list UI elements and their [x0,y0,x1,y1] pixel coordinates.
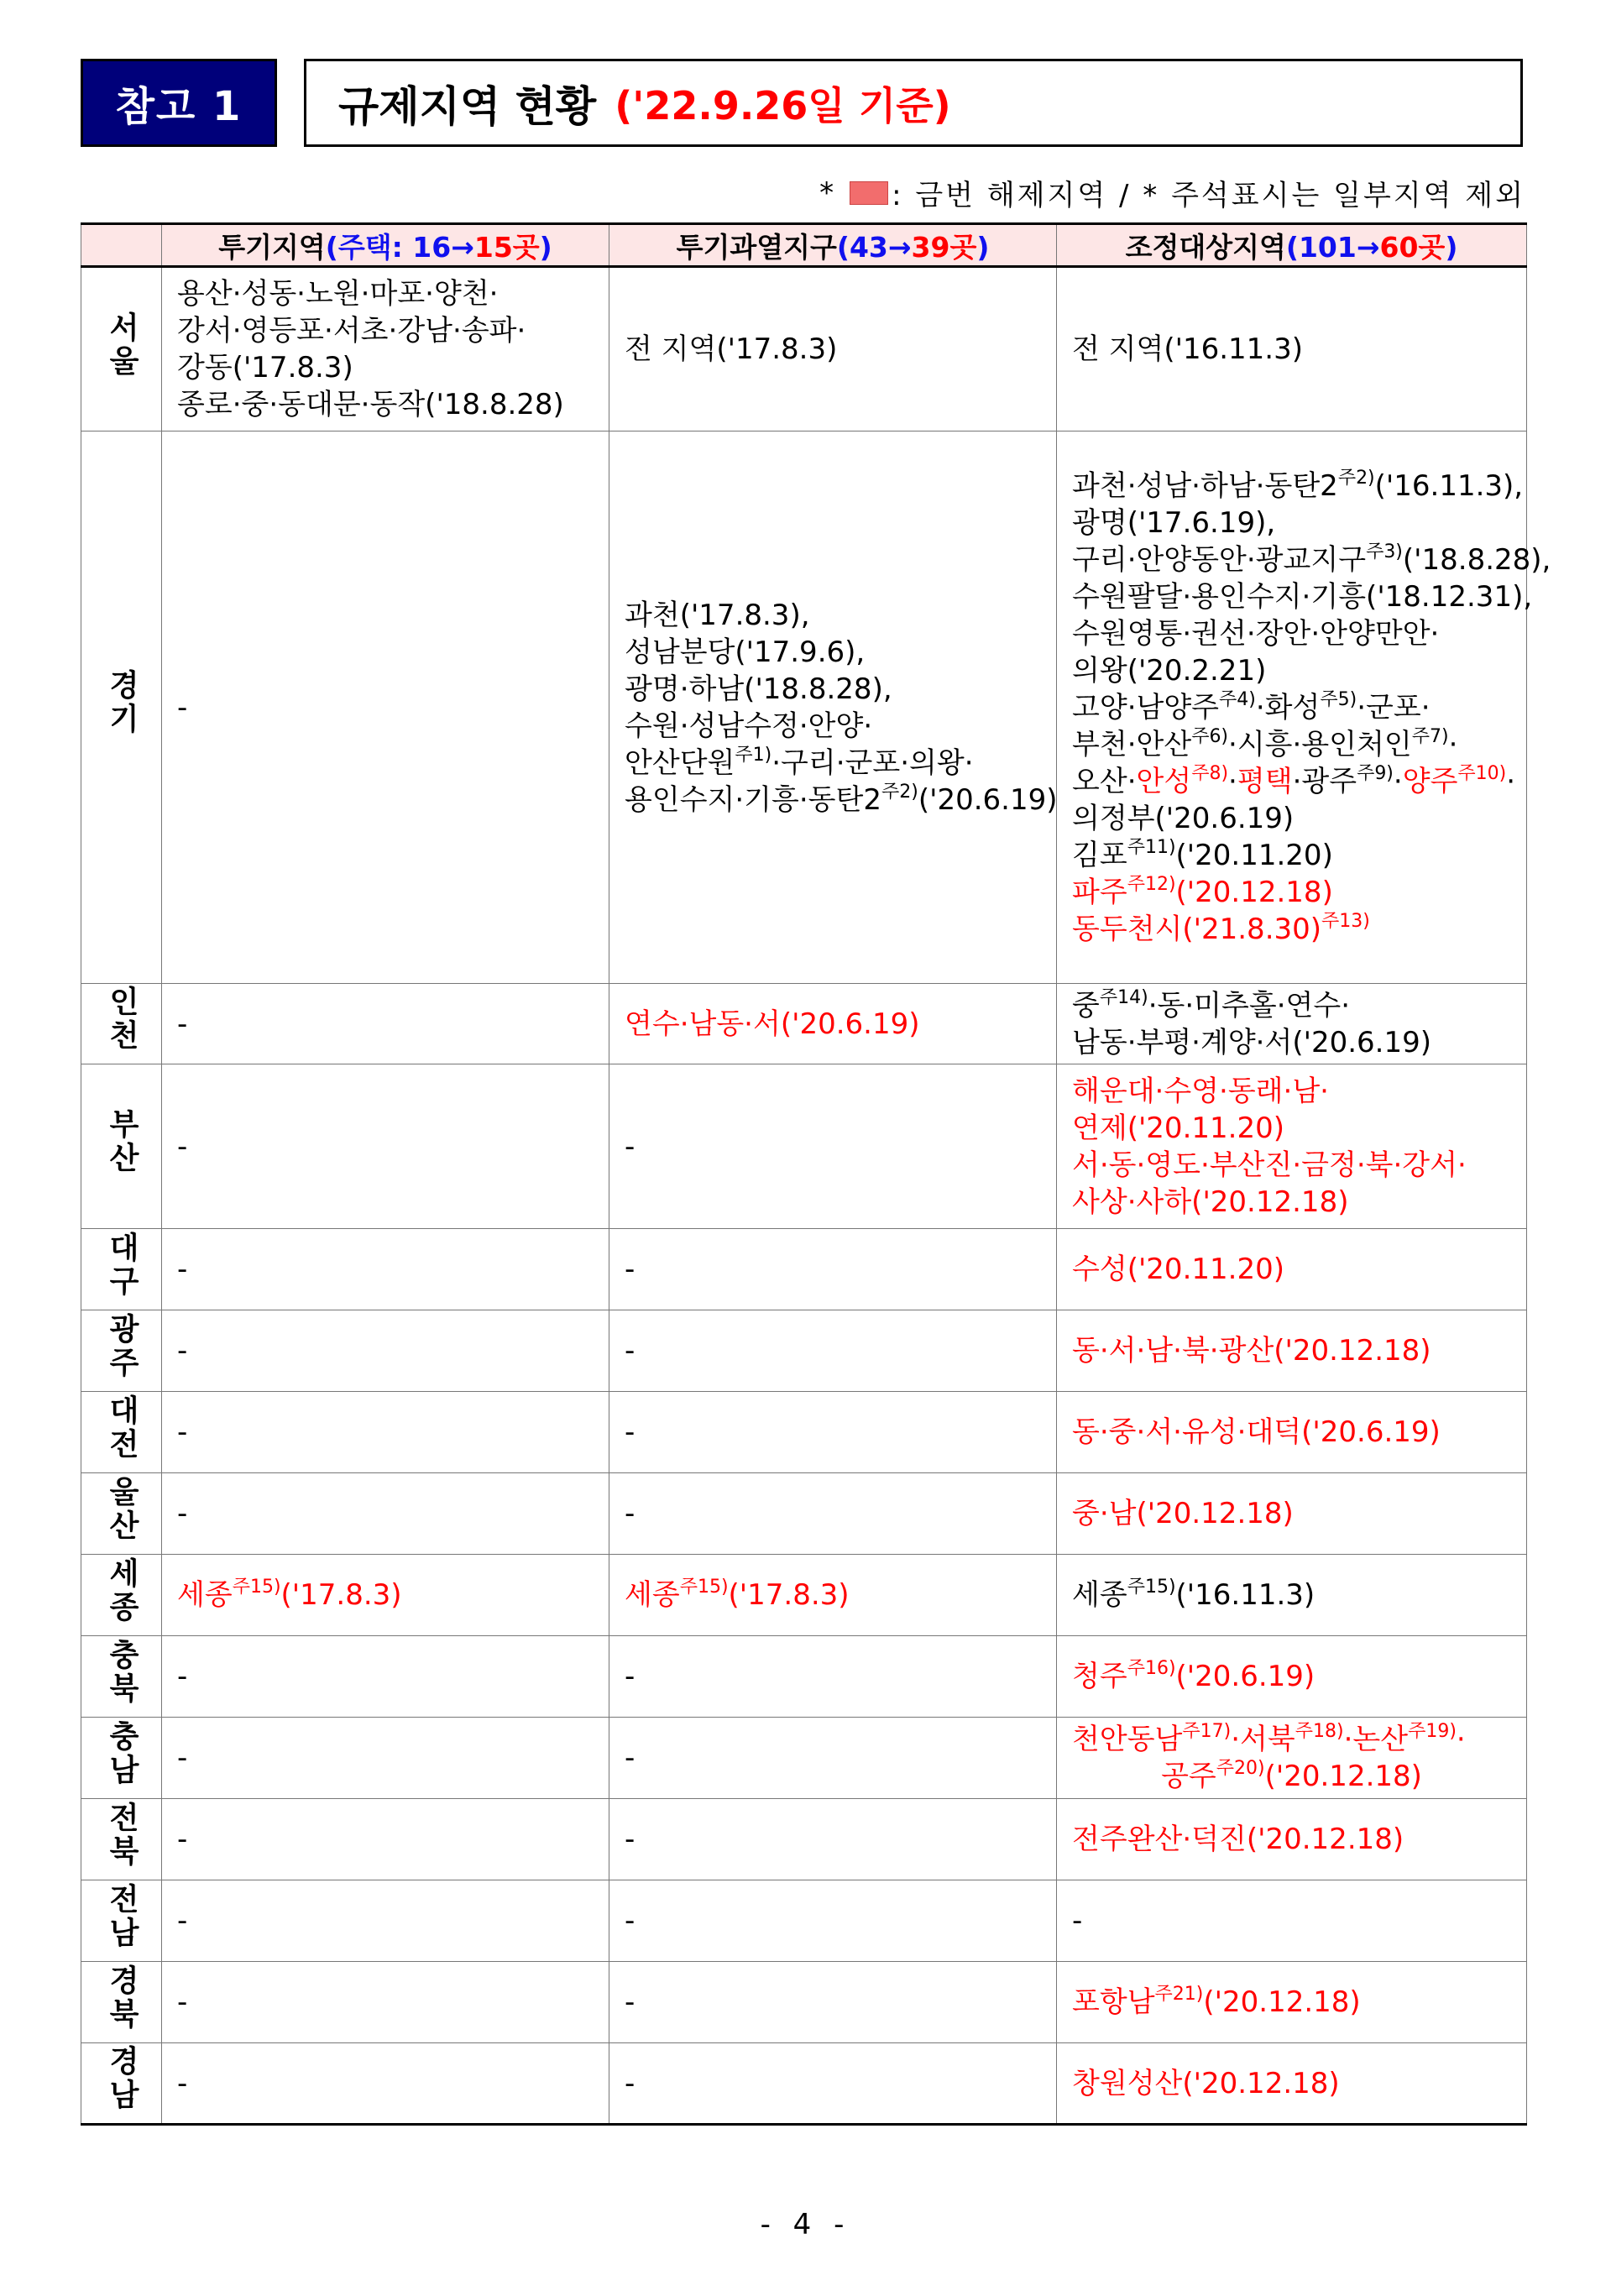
legend [819,172,1525,213]
busan-overheated: - [609,1064,1057,1229]
jeonbuk-adjustment: 전주완산·덕진('20.12.18) [1057,1799,1527,1880]
incheon-adjustment: 중$^{주14)}$·동·미추홀·연수· 남동·부평·계양·서('20.6.19) [1057,984,1527,1064]
sejong-adjustment: 세종$^{주15)}$('16.11.3) [1057,1555,1527,1636]
seoul-adjustment: 전 지역('16.11.3) [1057,267,1527,431]
table-row [81,1310,1527,1392]
chungbuk-overheated: - [609,1636,1057,1718]
table-row [81,984,1527,1064]
table-row [81,1392,1527,1473]
region-gyeongnam: 경남 [81,2043,162,2125]
col-adjustment-area: 조정대상지역(101→60곳) [1057,224,1527,267]
gwangju-speculation: - [162,1310,609,1392]
daegu-overheated: - [609,1229,1057,1310]
busan-adjustment: 해운대·수영·동래·남· 연제('20.11.20) 서·동·영도·부산진·금정·북·강서· 사상·사하('20.12.18) [1057,1064,1527,1229]
legend-prefix: * [819,175,837,210]
legend-text: : 금번 해제지역 / * 주석표시는 일부지역 제외 [892,179,1525,212]
table-row [81,1473,1527,1555]
gwangju-adjustment: 동·서·남·북·광산('20.12.18) [1057,1310,1527,1392]
region-gwangju: 광주 [81,1310,162,1392]
daejeon-adjustment: 동·중·서·유성·대덕('20.6.19) [1057,1392,1527,1473]
table-row [81,1636,1527,1718]
chungnam-adjustment: 천안동남$^{주17)}$·서북$^{주18)}$·논산$^{주19)}$· 공주$^{주20)}$('20.12.18) [1057,1718,1527,1799]
gyeongnam-overheated: - [609,2043,1057,2125]
region-incheon: 인천 [81,984,162,1064]
region-busan: 부산 [81,1064,162,1229]
daegu-speculation: - [162,1229,609,1310]
region-gyeongbuk: 경북 [81,1962,162,2043]
region-seoul: 서울 [81,267,162,431]
daejeon-overheated: - [609,1392,1057,1473]
chungbuk-adjustment: 청주$^{주16)}$('20.6.19) [1057,1636,1527,1718]
col-overheated-district: 투기과열지구(43→39곳) [609,224,1057,267]
table-row [81,1880,1527,1962]
jeonnam-adjustment: - [1057,1880,1527,1962]
chungbuk-speculation: - [162,1636,609,1718]
released-swatch [850,181,888,205]
seoul-overheated: 전 지역('17.8.3) [609,267,1057,431]
gyeonggi-speculation: - [162,431,609,984]
incheon-overheated: 연수·남동·서('20.6.19) [609,984,1057,1064]
reference-badge: 참고 1 [81,59,277,147]
seoul-speculation: 용산·성동·노원·마포·양천· 강서·영등포·서초·강남·송파· 강동('17.8.3) 종로·중·동대문·동작('18.8.28) [162,267,609,431]
regulation-table [81,222,1551,2126]
region-gyeonggi: 경기 [81,431,162,984]
table-row [81,1718,1527,1799]
ulsan-adjustment: 중·남('20.12.18) [1057,1473,1527,1555]
header-corner [81,224,162,267]
table-row [81,267,1527,431]
gyeongbuk-adjustment: 포항남$^{주21)}$('20.12.18) [1057,1962,1527,2043]
gyeongbuk-overheated: - [609,1962,1057,2043]
gyeongbuk-speculation: - [162,1962,609,2043]
ulsan-speculation: - [162,1473,609,1555]
region-daegu: 대구 [81,1229,162,1310]
gyeonggi-adjustment: 과천·성남·하남·동탄$2^{주2)}('16.11.3)$, 광명('17.6.19), 구리·안양동안·광교지구$^{주3)}$('18.8.28), 수원팔달·용인수지·기흥('18.12.31), 수원영통·권선·장안·안양만안· 의왕('20.2.21) 고양·남양주$^{주4)}$·화성$^{주5)}$·군포· 부천·안산$^{주6)}$·시흥·용인처인$^{주7)}$· 오산·안성$^{주8)}$·평택·광주$^{주9)}$·양주$^{주10)}$· 의정부('20.6.19) 김포$^{주11)}$('20.11.20) 파주$^{주12)}$('20.12.18) 동두천시$('21.8.30)^{주13)}$ [1057,431,1527,984]
sejong-speculation: 세종$^{주15)}$('17.8.3) [162,1555,609,1636]
table-row [81,1229,1527,1310]
table-row [81,1962,1527,2043]
jeonnam-overheated: - [609,1880,1057,1962]
gwangju-overheated: - [609,1310,1057,1392]
region-sejong: 세종 [81,1555,162,1636]
daegu-adjustment: 수성('20.11.20) [1057,1229,1527,1310]
region-jeonbuk: 전북 [81,1799,162,1880]
table-row [81,1799,1527,1880]
region-daejeon: 대전 [81,1392,162,1473]
gyeonggi-overheated: 과천('17.8.3), 성남분당('17.9.6), 광명·하남('18.8.28), 수원·성남수정·안양· 안산단원$^{주1)}$·구리·군포·의왕· 용인수지·기흥·동탄$2^{주2)}('20.6.19)$ [609,431,1057,984]
page-title [304,59,1523,147]
ulsan-overheated: - [609,1473,1057,1555]
busan-speculation: - [162,1064,609,1229]
incheon-speculation: - [162,984,609,1064]
jeonnam-speculation: - [162,1880,609,1962]
jeonbuk-speculation: - [162,1799,609,1880]
table-row [81,2043,1527,2125]
title-text: 규제지역 현황 [338,81,597,131]
region-chungbuk: 충북 [81,1636,162,1718]
table-row [81,1555,1527,1636]
region-ulsan: 울산 [81,1473,162,1555]
table-header-row [81,224,1527,267]
chungnam-speculation: - [162,1718,609,1799]
col-speculation-area: 투기지역(주택: 16→15곳) [162,224,609,267]
page-number: - 4 - [760,2208,851,2241]
gyeongnam-adjustment: 창원성산('20.12.18) [1057,2043,1527,2125]
daejeon-speculation: - [162,1392,609,1473]
region-chungnam: 충남 [81,1718,162,1799]
title-date: ('22.9.26일 기준) [615,82,951,128]
jeonbuk-overheated: - [609,1799,1057,1880]
sejong-overheated: 세종$^{주15)}$('17.8.3) [609,1555,1057,1636]
chungnam-overheated: - [609,1718,1057,1799]
gyeongnam-speculation: - [162,2043,609,2125]
table-row [81,431,1527,984]
table-row [81,1064,1527,1229]
region-jeonnam: 전남 [81,1880,162,1962]
